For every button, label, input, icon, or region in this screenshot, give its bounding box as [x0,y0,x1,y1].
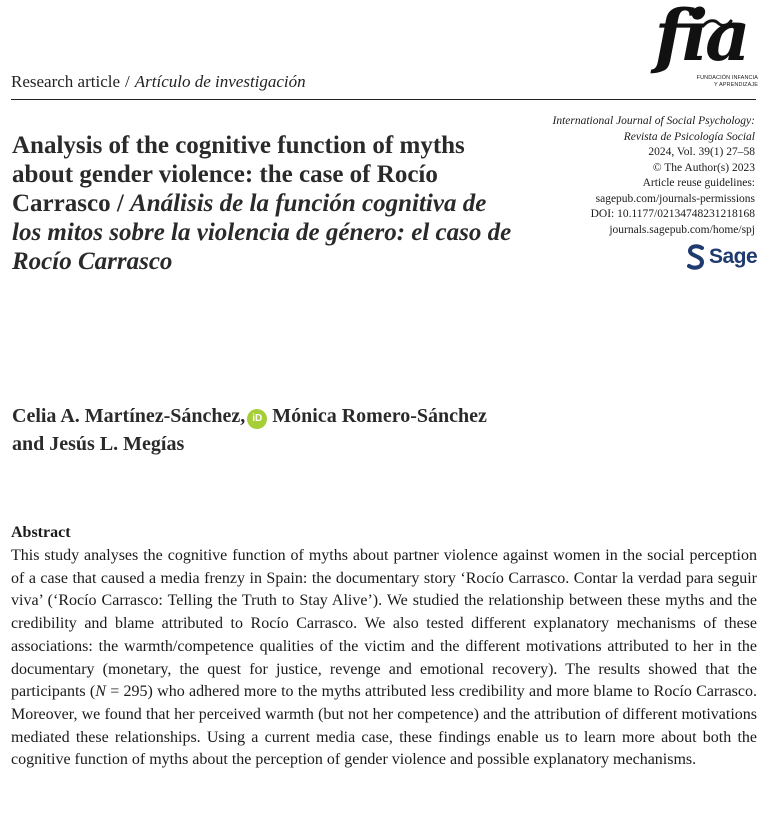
orcid-icon[interactable]: iD [247,409,267,429]
abstract-body [11,545,757,772]
sage-s-icon [687,244,705,270]
journal-citation: 2024, Vol. 39(1) 27–58 [648,146,755,158]
sage-wordmark: Sage [709,245,758,268]
abstract-heading: Abstract [11,524,71,541]
article-type [11,72,306,92]
journal-name-en: International Journal of Social Psychology: [552,115,755,127]
title-es: Análisis de la función cognitiva de los mitos sobre la violencia de género: el caso de Rocío Carrasco [12,190,512,275]
author-3: and Jesús L. Megías [12,433,185,455]
authors [12,402,572,458]
article-type-en: Research article [11,72,121,91]
article-type-separator: / [125,72,130,91]
abstract-n-value: = 295 [105,683,148,701]
copyright: © The Author(s) 2023 [652,161,755,174]
logo-tilde-icon [701,19,733,29]
sage-logo [687,244,757,270]
abstract-part2: ) who adhered more to the myths attributed less credibility and more blame to Rocío Carrasco. Moreover, we found that her perceived warmth (but not her competence) and the attribution of different motivations mediated these relationships. Using a current media case, these findings enable us to learn more about both the cognitive function of myths about the perception of gender violence and possible explanatory mechanisms. [11,683,758,769]
article-title [12,131,512,276]
article-type-es: Artículo de investigación [134,72,306,91]
logo-subtitle-line2: Y APRENDIZAJE [714,82,758,88]
header-divider [11,99,756,100]
doi[interactable]: DOI: 10.1177/02134748231218168 [590,208,755,220]
fia-logo [640,0,762,97]
logo-wordmark: fia [654,0,748,77]
logo-subtitle [640,75,758,89]
logo-subtitle-line1: FUNDACIÓN INFANCIA [696,75,758,81]
journal-name-es: Revista de Psicología Social [623,130,755,143]
title-en: Analysis of the cognitive function of myths about gender violence: the case of Rocío Carrasco [12,132,465,217]
journal-link[interactable]: journals.sagepub.com/home/spj [609,223,755,236]
abstract-n-symbol: N [95,683,106,701]
permissions-link[interactable]: sagepub.com/journals-permissions [595,192,755,205]
author-2: Mónica Romero-Sánchez [272,405,487,427]
journal-meta [480,114,755,238]
abstract-part1: This study analyses the cognitive function of myths about partner violence against women in the social perception of a case that caused a media frenzy in Spain: the documentary story ‘Rocío Carrasco. Contar la verdad para seguir viva’ (‘Rocío Carrasco: Telling the Truth to Stay Alive’). We studied the relationship between these myths and the credibility and blame attributed to Rocío Carrasco. We also tested different explanatory mechanisms of these associations: the warmth/competence qualities of the victim and the different motivations attributed to her in the documentary (monetary, the quest for justice, revenge and emotional recovery). The results showed that the participants ( [11,547,757,701]
title-separator: / [116,190,124,217]
reuse-guidelines-label: Article reuse guidelines: [642,177,755,189]
author-1: Celia A. Martínez-Sánchez, [12,405,246,427]
